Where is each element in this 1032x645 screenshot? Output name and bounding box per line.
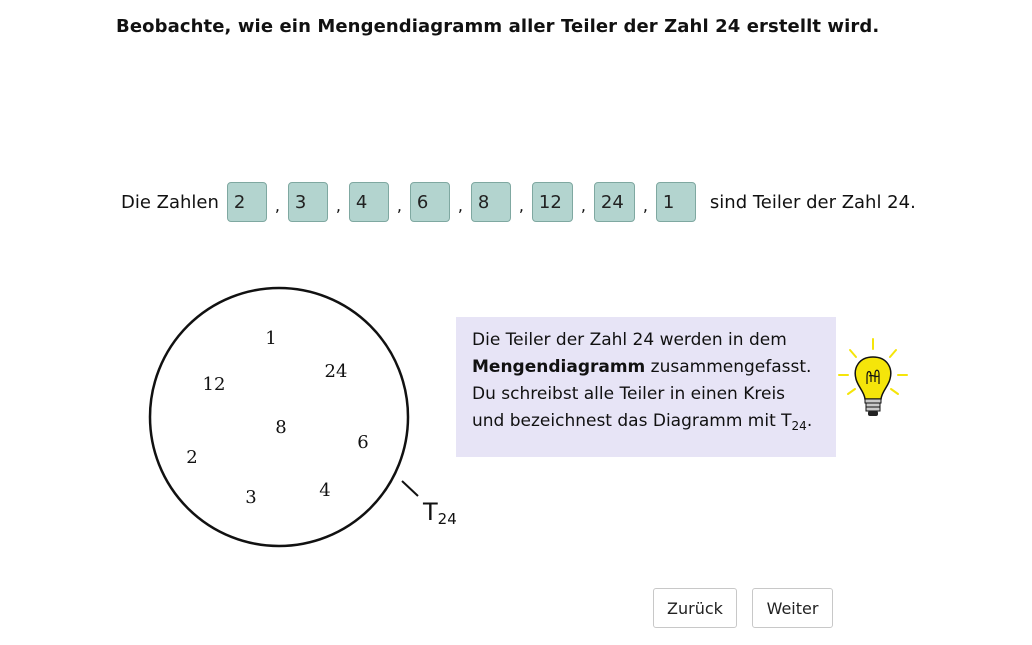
info-line-rest: zusammengefasst. [645, 357, 812, 377]
info-bold-term: Mengendiagramm [472, 357, 646, 377]
info-line-post: . [806, 411, 813, 431]
venn-element: 6 [357, 432, 369, 453]
info-line: Die Teiler der Zahl 24 werden in dem [472, 330, 787, 350]
venn-set-label [422, 498, 457, 528]
venn-diagram [0, 0, 480, 560]
number-box[interactable]: 2 [227, 182, 267, 222]
venn-label-pointer [402, 481, 418, 496]
venn-element: 1 [265, 328, 277, 349]
comma: , [457, 195, 463, 215]
number-box[interactable]: 12 [532, 182, 573, 222]
sentence-tail: sind Teiler der Zahl 24. [709, 191, 916, 213]
info-box [456, 317, 836, 457]
sentence-lead: Die Zahlen [121, 191, 219, 213]
number-box[interactable]: 1 [656, 182, 696, 222]
comma: , [642, 195, 648, 215]
comma: , [274, 195, 280, 215]
info-line [472, 354, 822, 381]
venn-element: 24 [324, 361, 348, 382]
venn-element: 12 [202, 374, 226, 395]
venn-element: 4 [319, 480, 331, 501]
number-box[interactable]: 24 [594, 182, 635, 222]
venn-label-subscript: 24 [437, 510, 457, 528]
info-line [472, 408, 822, 435]
comma: , [580, 195, 586, 215]
next-button[interactable]: Weiter [752, 588, 833, 628]
lightbulb-icon [835, 336, 911, 426]
venn-element: 2 [186, 447, 198, 468]
venn-element: 3 [245, 487, 257, 508]
number-box[interactable]: 6 [410, 182, 450, 222]
venn-element: 8 [275, 417, 287, 438]
venn-label-letter: T [423, 498, 438, 526]
number-box[interactable]: 4 [349, 182, 389, 222]
comma: , [396, 195, 402, 215]
info-line: Du schreibst alle Teiler in einen Kreis [472, 384, 786, 404]
comma: , [335, 195, 341, 215]
number-box[interactable]: 3 [288, 182, 328, 222]
info-subscript: 24 [791, 419, 807, 433]
back-button[interactable]: Zurück [653, 588, 737, 628]
info-line-pre: und bezeichnest das Diagramm mit T [472, 411, 792, 431]
task-title: Beobachte, wie ein Mengendiagramm aller Teiler der Zahl 24 erstellt wird. [116, 16, 880, 37]
comma: , [518, 195, 524, 215]
number-box[interactable]: 8 [471, 182, 511, 222]
